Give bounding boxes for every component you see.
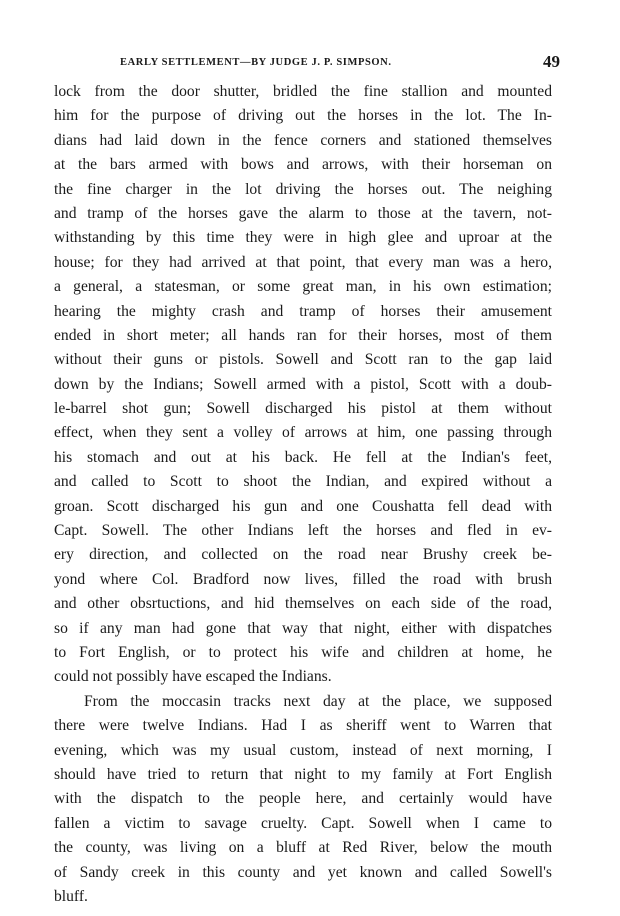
text-line: dians had laid down in the fence corners and stationed themselves [54, 131, 552, 149]
text-line: could not possibly have escaped the Indians. [54, 668, 332, 686]
text-line: him for the purpose of driving out the horses in the lot. The In- [54, 107, 552, 125]
text-line: From the moccasin tracks next day at the place, we supposed [84, 692, 552, 710]
text-line: ended in short meter; all hands ran for their horses, most of them [54, 326, 552, 344]
text-line: le-barrel shot gun; Sowell discharged his pistol at them without [54, 400, 552, 418]
paragraph [54, 690, 552, 910]
text-line: house; for they had arrived at that point, that every man was a hero, [54, 253, 552, 271]
text-line: withstanding by this time they were in high glee and uproar at the [54, 229, 552, 247]
text-line: evening, which was my usual custom, instead of next morning, I [54, 741, 552, 759]
text-line: down by the Indians; Sowell armed with a pistol, Scott with a doub- [54, 375, 552, 393]
body-text [54, 80, 552, 909]
text-line: a general, a statesman, or some great man, in his own estimation; [54, 278, 552, 296]
text-line: and tramp of the horses gave the alarm to those at the tavern, not- [54, 204, 552, 222]
text-line: lock from the door shutter, bridled the fine stallion and mounted [54, 83, 552, 100]
paragraph [54, 80, 552, 690]
text-line: the county, was living on a bluff at Red River, below the mouth [54, 839, 552, 857]
text-line: the fine charger in the lot driving the horses out. The neighing [54, 180, 552, 198]
text-line: and other obsrtuctions, and hid themselves on each side of the road, [54, 595, 552, 613]
text-line: ery direction, and collected on the road near Brushy creek be- [54, 546, 552, 564]
text-line: his stomach and out at his back. He fell at the Indian's feet, [54, 448, 552, 466]
text-line: fallen a victim to savage cruelty. Capt. Sowell when I came to [54, 814, 552, 832]
text-line: effect, when they sent a volley of arrows at him, one passing through [54, 424, 552, 442]
text-line: with the dispatch to the people here, and certainly would have [54, 790, 552, 808]
text-line: and called to Scott to shoot the Indian, and expired without a [54, 473, 552, 491]
text-line: Capt. Sowell. The other Indians left the horses and fled in ev- [54, 522, 552, 540]
running-title: EARLY SETTLEMENT—BY JUDGE J. P. SIMPSON. [120, 57, 392, 68]
text-line: without their guns or pistols. Sowell and Scott ran to the gap laid [54, 351, 552, 369]
running-header [120, 54, 560, 74]
text-line: so if any man had gone that way that night, either with dispatches [54, 619, 552, 637]
text-line: should have tried to return that night to my family at Fort English [54, 765, 552, 783]
page-number: 49 [543, 52, 560, 71]
text-line: there were twelve Indians. Had I as sheriff went to Warren that [54, 717, 552, 735]
text-line: hearing the mighty crash and tramp of horses their amusement [54, 302, 552, 320]
text-line: yond where Col. Bradford now lives, filled the road with brush [54, 570, 552, 588]
text-line: bluff. [54, 887, 88, 905]
text-line: of Sandy creek in this county and yet known and called Sowell's [54, 863, 552, 881]
text-line: to Fort English, or to protect his wife and children at home, he [54, 643, 552, 661]
text-line: at the bars armed with bows and arrows, with their horseman on [54, 156, 552, 174]
text-line: groan. Scott discharged his gun and one Coushatta fell dead with [54, 497, 552, 515]
